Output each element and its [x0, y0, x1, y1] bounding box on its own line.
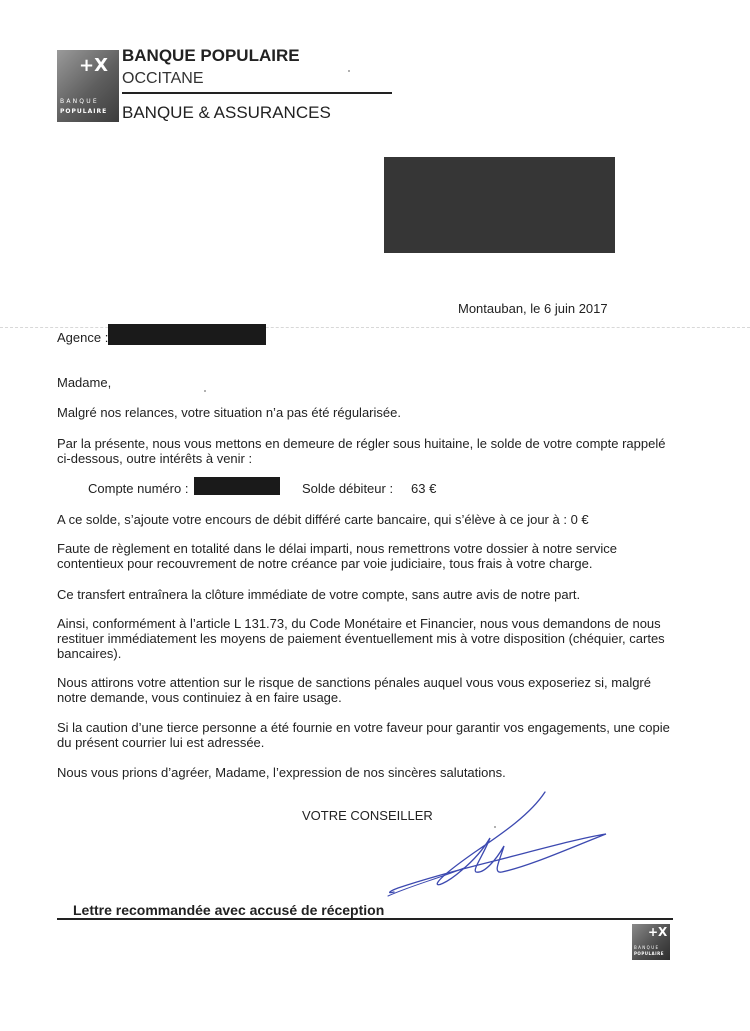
balance-value: 63 €	[411, 481, 437, 496]
bank-name: BANQUE POPULAIRE	[122, 46, 300, 65]
paragraph-sanctions: Nous attirons votre attention sur le risque de sanctions pénales auquel vous vous exposeriez si, malgré notre demande, vous continuiez à en faire usage.	[57, 675, 651, 705]
salutation: Madame,	[57, 375, 112, 390]
redacted-agence	[108, 324, 266, 345]
balance-label: Solde débiteur :	[302, 481, 394, 496]
logo-text-line1: BANQUE	[60, 98, 99, 105]
footer-logo-line2: POPULAIRE	[634, 951, 664, 956]
paragraph-closing: Nous vous prions d’agréer, Madame, l’expression de nos sincères salutations.	[57, 765, 506, 780]
redacted-account-number	[194, 477, 280, 495]
paragraph-relances: Malgré nos relances, votre situation n’a pas été régularisée.	[57, 405, 401, 420]
scan-speck	[348, 70, 350, 72]
scan-speck	[494, 826, 496, 828]
logo-text-line2: POPULAIRE	[60, 108, 108, 115]
redacted-recipient-address	[384, 157, 615, 253]
handwritten-signature	[380, 790, 610, 900]
paragraph-restitution: Ainsi, conformément à l’article L 131.73, du Code Monétaire et Financier, nous vous demandons de nous restituer immédiatement les moyens de paiement éventuellement mis à votre disposition (chéquier, cartes bancaires).	[57, 616, 665, 661]
footer-rule	[57, 918, 673, 920]
footer-logo-symbol: +X	[648, 925, 668, 939]
paragraph-encours: A ce solde, s’ajoute votre encours de débit différé carte bancaire, qui s’élève à ce jour à : 0 €	[57, 512, 589, 527]
account-number-label: Compte numéro :	[88, 481, 189, 496]
bank-region: OCCITANE	[122, 70, 204, 87]
signatory-title: VOTRE CONSEILLER	[302, 808, 433, 823]
paragraph-cloture: Ce transfert entraînera la clôture immédiate de votre compte, sans autre avis de notre part.	[57, 587, 581, 602]
bank-tagline: BANQUE & ASSURANCES	[122, 103, 331, 122]
paragraph-mise-en-demeure: Par la présente, nous vous mettons en demeure de régler sous huitaine, le solde de votre compte rappelé ci-dessous, outre intérêts à venir :	[57, 436, 666, 466]
bank-logo	[57, 50, 119, 122]
header-rule	[122, 92, 392, 94]
scan-speck	[204, 390, 206, 392]
date-line: Montauban, le 6 juin 2017	[458, 301, 608, 316]
registered-mail-note: Lettre recommandée avec accusé de réception	[73, 902, 385, 918]
agence-label: Agence :	[57, 330, 109, 345]
logo-symbol: +X	[79, 55, 108, 76]
footer-bank-logo	[632, 924, 670, 960]
footer-logo-line1: BANQUE	[634, 945, 660, 950]
paragraph-contentieux: Faute de règlement en totalité dans le délai imparti, nous remettrons votre dossier à notre service contentieux pour recouvrement de notre créance par voie judiciaire, tous frais à votre charge.	[57, 541, 618, 571]
paragraph-caution: Si la caution d’une tierce personne a été fournie en votre faveur pour garantir vos engagements, une copie du présent courrier lui est adressée.	[57, 720, 670, 750]
